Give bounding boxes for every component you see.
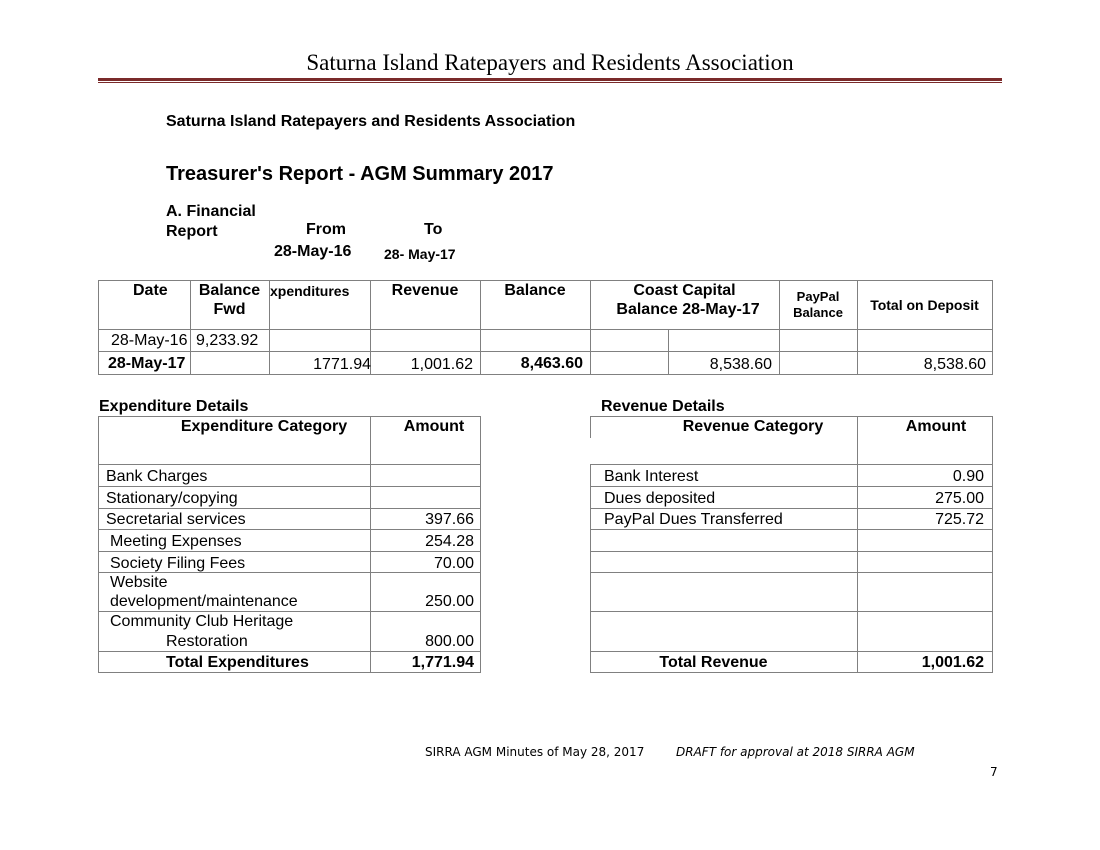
exp-total-label: Total Expenditures	[166, 654, 309, 671]
exp-row-amount: 70.00	[433, 555, 474, 572]
exp-row-category: Secretarial services	[106, 511, 246, 528]
rev-line	[590, 611, 993, 612]
expenditure-title: Expenditure Details	[99, 398, 249, 415]
exp-row-category-line2: Restoration	[166, 633, 248, 650]
row2-date: 28-May-17	[108, 355, 186, 372]
summary-vline	[98, 280, 99, 375]
row2-balance: 8,463.60	[520, 355, 583, 372]
row2-coast-capital: 8,538.60	[709, 356, 772, 373]
rev-line	[590, 508, 993, 509]
exp-col-category: Expenditure Category	[180, 418, 348, 435]
rev-total-label: Total Revenue	[659, 654, 768, 671]
exp-total-amount: 1,771.94	[411, 654, 474, 671]
exp-vline	[480, 416, 481, 673]
row1-date: 28-May-16	[111, 332, 188, 349]
rev-line	[590, 672, 993, 673]
exp-vline	[98, 416, 99, 673]
exp-row-category: Meeting Expenses	[110, 533, 242, 550]
to-date: 28- May-17	[384, 246, 456, 262]
exp-row-category: Stationary/copying	[106, 490, 238, 507]
rev-vline	[992, 416, 993, 673]
exp-line	[98, 508, 481, 509]
section-label-line2: Report	[166, 223, 218, 240]
header-paypal-2: Balance	[793, 305, 843, 320]
footer-draft: DRAFT for approval at 2018 SIRRA AGM	[676, 745, 915, 759]
summary-line-header	[98, 329, 993, 330]
rev-total-amount: 1,001.62	[921, 654, 984, 671]
exp-line	[98, 672, 481, 673]
exp-row-category: Society Filing Fees	[110, 555, 246, 572]
row2-expenditures: 1771.94	[313, 356, 371, 373]
header-rule	[98, 78, 1002, 81]
rev-line	[590, 529, 993, 530]
row2-revenue: 1,001.62	[410, 356, 473, 373]
exp-row-amount: 800.00	[425, 633, 474, 650]
footer-minutes: SIRRA AGM Minutes of May 28, 2017	[425, 745, 645, 759]
row2-total-on-deposit: 8,538.60	[923, 356, 986, 373]
exp-row-category: Bank Charges	[106, 468, 208, 485]
organization-name: Saturna Island Ratepayers and Residents Association	[166, 113, 576, 130]
rev-vline	[590, 464, 591, 673]
rev-vline	[857, 416, 858, 673]
header-revenue: Revenue	[391, 282, 459, 299]
rev-row-category: Bank Interest	[604, 468, 699, 485]
exp-line	[98, 611, 481, 612]
page-number: 7	[990, 765, 998, 779]
exp-row-amount: 250.00	[425, 593, 474, 610]
exp-row-category: Website	[110, 574, 168, 591]
header-paypal: PayPal	[796, 289, 840, 304]
summary-line-row1	[98, 351, 993, 352]
rev-row-category: PayPal Dues Transferred	[604, 511, 783, 528]
rev-line	[590, 486, 993, 487]
exp-line	[98, 529, 481, 530]
header-rule-thin	[98, 82, 1002, 83]
exp-line	[98, 486, 481, 487]
section-label	[166, 202, 256, 242]
revenue-title: Revenue Details	[601, 398, 725, 415]
summary-line-top	[98, 280, 993, 281]
rev-line	[590, 572, 993, 573]
exp-line	[98, 551, 481, 552]
header-expenditures: xpenditures	[270, 283, 350, 299]
header-balance: Balance	[504, 282, 566, 299]
rev-col-category: Revenue Category	[682, 418, 824, 435]
row1-balance-fwd: 9,233.92	[196, 332, 259, 349]
exp-row-category: Community Club Heritage	[110, 613, 294, 630]
from-label: From	[306, 221, 346, 238]
rev-line	[590, 464, 993, 465]
summary-vline	[992, 280, 993, 375]
section-label-line1: A. Financial	[166, 203, 256, 220]
header-coast-capital-2: Balance 28-May-17	[616, 301, 760, 318]
rev-line	[590, 416, 993, 417]
rev-row-amount: 275.00	[935, 490, 984, 507]
exp-col-amount: Amount	[403, 418, 465, 435]
exp-line	[98, 464, 481, 465]
rev-row-category: Dues deposited	[604, 490, 716, 507]
exp-line	[98, 651, 481, 652]
exp-row-category-line2: development/maintenance	[110, 593, 298, 610]
rev-line	[590, 551, 993, 552]
to-label: To	[424, 221, 443, 238]
header-coast-capital: Coast Capital	[633, 282, 736, 299]
header-balance-fwd-2: Fwd	[213, 301, 246, 318]
header-balance-fwd: Balance	[198, 282, 261, 299]
from-date: 28-May-16	[274, 243, 352, 260]
exp-line	[98, 416, 481, 417]
header-total-on-deposit: Total on Deposit	[870, 297, 979, 313]
page-header-title: Saturna Island Ratepayers and Residents Association	[306, 50, 794, 75]
exp-row-amount: 397.66	[425, 511, 474, 528]
summary-line-bottom	[98, 374, 993, 375]
rev-col-amount: Amount	[905, 418, 967, 435]
header-date: Date	[133, 282, 168, 299]
exp-row-amount: 254.28	[425, 533, 474, 550]
rev-line	[590, 651, 993, 652]
rev-row-amount: 0.90	[952, 468, 984, 485]
rev-row-amount: 725.72	[935, 511, 984, 528]
report-title: Treasurer's Report - AGM Summary 2017	[166, 163, 554, 185]
